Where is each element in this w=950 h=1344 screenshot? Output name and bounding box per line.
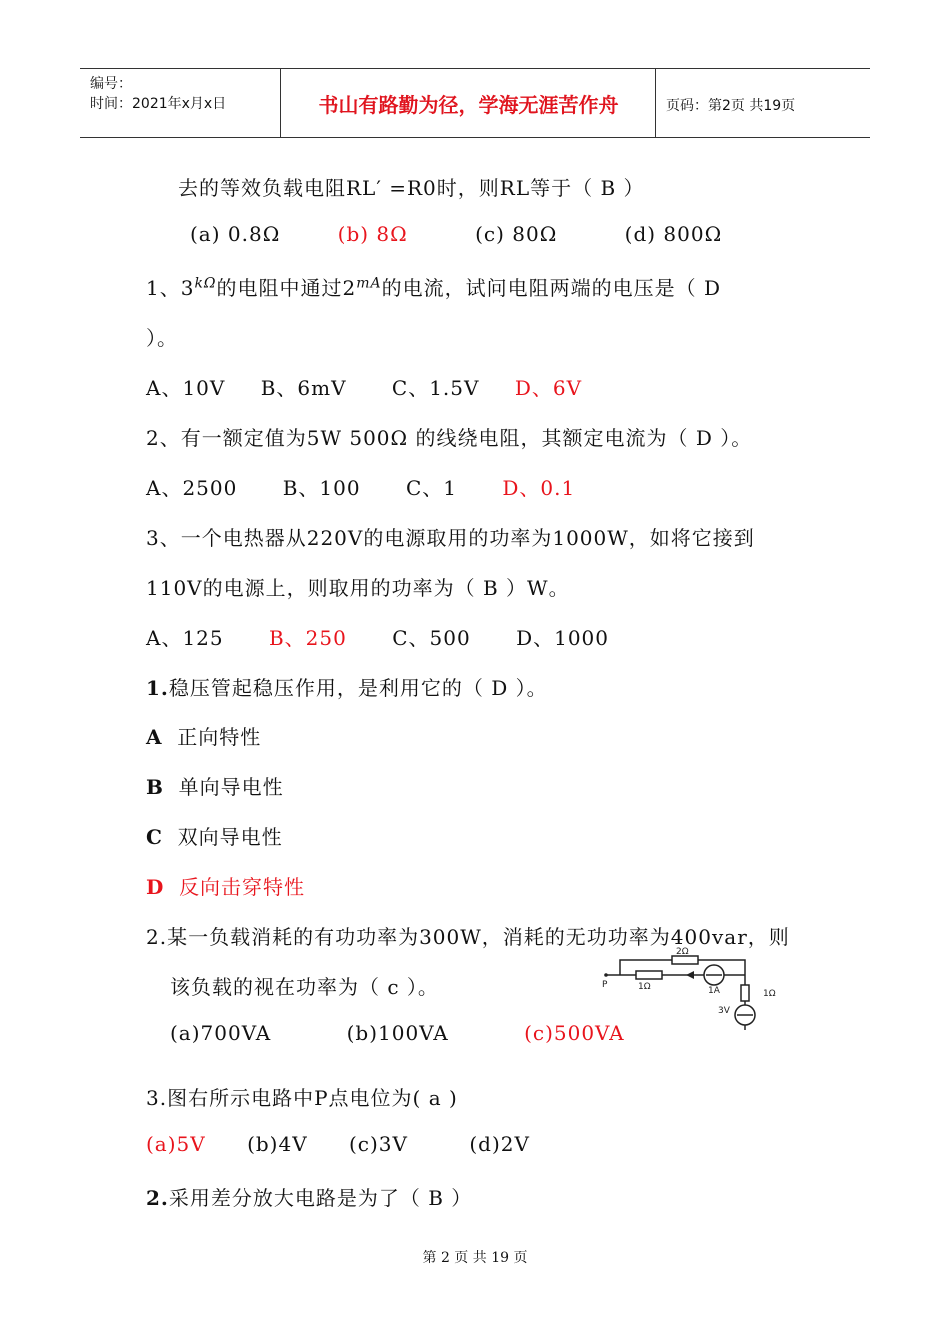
- question-continuation: 去的等效负载电阻RL′ =R0时，则RL等于（ B ）: [178, 176, 645, 200]
- choice-text: 双向导电性: [177, 825, 283, 849]
- q1-mid: 的电阻中通过2: [216, 276, 357, 300]
- label-1ohm-right: 1Ω: [763, 989, 776, 999]
- section-question-2-line1: 2.某一负载消耗的有功功率为300W，消耗的无功功率为400var，则: [146, 925, 790, 949]
- section-question-4: [146, 1182, 472, 1211]
- question-text: 采用差分放大电路是为了（ B ）: [168, 1186, 473, 1210]
- option-c: C、500: [392, 626, 471, 650]
- option-d-answer: D、6V: [514, 376, 583, 400]
- question-3-line1: 3、一个电热器从220V的电源取用的功率为1000W，如将它接到: [146, 526, 755, 550]
- choice-text: 单向导电性: [178, 775, 284, 799]
- options-s3: [146, 1132, 530, 1156]
- option-a: (a) 0.8Ω: [190, 222, 281, 246]
- document-header: [80, 68, 870, 138]
- page-label: 页码：第2页 共19页: [666, 98, 796, 114]
- section-question-1: [146, 672, 548, 701]
- q1-suffix: 的电流，试问电阻两端的电压是（ D: [381, 276, 722, 300]
- option-d: (d) 800Ω: [624, 222, 723, 246]
- question-1-end: ）。: [146, 326, 178, 350]
- unit-k-ohm: kΩ: [194, 275, 217, 292]
- header-right-cell: [655, 69, 871, 137]
- time-label: 时间：2021年x月x日: [90, 96, 227, 112]
- option-a-answer: (a)5V: [146, 1132, 206, 1156]
- option-d-answer: D、0.1: [502, 476, 576, 500]
- option-d: D、1000: [516, 626, 609, 650]
- option-c: C、1.5V: [391, 376, 480, 400]
- choice-key: B: [146, 775, 164, 799]
- question-3-line2: 110V的电源上，则取用的功率为（ B ）W。: [146, 576, 570, 600]
- current-arrow: [686, 971, 694, 979]
- option-d: (d)2V: [469, 1132, 530, 1156]
- choice-d-answer: [146, 871, 305, 900]
- options-q3: [146, 622, 609, 651]
- options-q1: [146, 372, 582, 401]
- option-b-answer: B、250: [268, 626, 347, 650]
- unit-ma: mA: [356, 275, 382, 292]
- section-question-3: 3.图右所示电路中P点电位为( a ): [146, 1086, 458, 1110]
- choice-key: A: [146, 725, 163, 749]
- question-1: [146, 272, 721, 301]
- question-text: 稳压管起稳压作用，是利用它的（ D ）。: [168, 676, 548, 700]
- label-p: P: [602, 980, 608, 990]
- option-b: B、6mV: [260, 376, 347, 400]
- options-q2: [146, 472, 575, 501]
- option-c-answer: (c)500VA: [524, 1021, 625, 1045]
- resistor-1ohm-mid: [636, 971, 662, 979]
- option-a: A、2500: [146, 476, 238, 500]
- options-rl: [190, 222, 722, 246]
- label-1ohm-mid: 1Ω: [638, 982, 651, 992]
- circuit-diagram: [600, 945, 790, 1030]
- option-b: B、100: [282, 476, 361, 500]
- choice-a: [146, 721, 261, 750]
- question-2: 2、有一额定值为5W 500Ω 的线绕电阻，其额定电流为（ D ）。: [146, 426, 753, 450]
- option-b: (b)4V: [247, 1132, 308, 1156]
- label-3v: 3V: [718, 1006, 730, 1016]
- question-number: 1.: [146, 676, 169, 700]
- resistor-2ohm: [672, 956, 698, 964]
- serial-label: 编号：: [90, 76, 132, 92]
- q1-prefix: 1、3: [146, 276, 195, 300]
- choice-c: [146, 821, 283, 850]
- section-question-2-line2: 该负载的视在功率为（ c ）。: [170, 975, 439, 999]
- option-c: (c) 80Ω: [475, 222, 558, 246]
- question-number: 2.: [146, 1186, 169, 1210]
- option-a: (a)700VA: [170, 1021, 272, 1045]
- option-c: (c)3V: [349, 1132, 408, 1156]
- node-p: [604, 973, 608, 977]
- page-footer: 第 2 页 共 19 页: [422, 1250, 528, 1266]
- option-b-answer: (b) 8Ω: [337, 222, 408, 246]
- choice-key: C: [146, 825, 163, 849]
- choice-text: 反向击穿特性: [179, 875, 306, 899]
- header-left-cell: [80, 69, 281, 137]
- choice-text: 正向特性: [177, 725, 262, 749]
- resistor-1ohm-right: [741, 985, 749, 1001]
- options-s2: [170, 1021, 625, 1045]
- motto: 书山有路勤为径，学海无涯苦作舟: [318, 93, 619, 117]
- option-a: A、10V: [146, 376, 226, 400]
- label-1a: 1A: [708, 986, 720, 996]
- choice-key: D: [146, 875, 165, 899]
- choice-b: [146, 771, 284, 800]
- option-b: (b)100VA: [346, 1021, 449, 1045]
- label-2ohm: 2Ω: [676, 947, 689, 957]
- option-a: A、125: [146, 626, 224, 650]
- option-c: C、1: [405, 476, 457, 500]
